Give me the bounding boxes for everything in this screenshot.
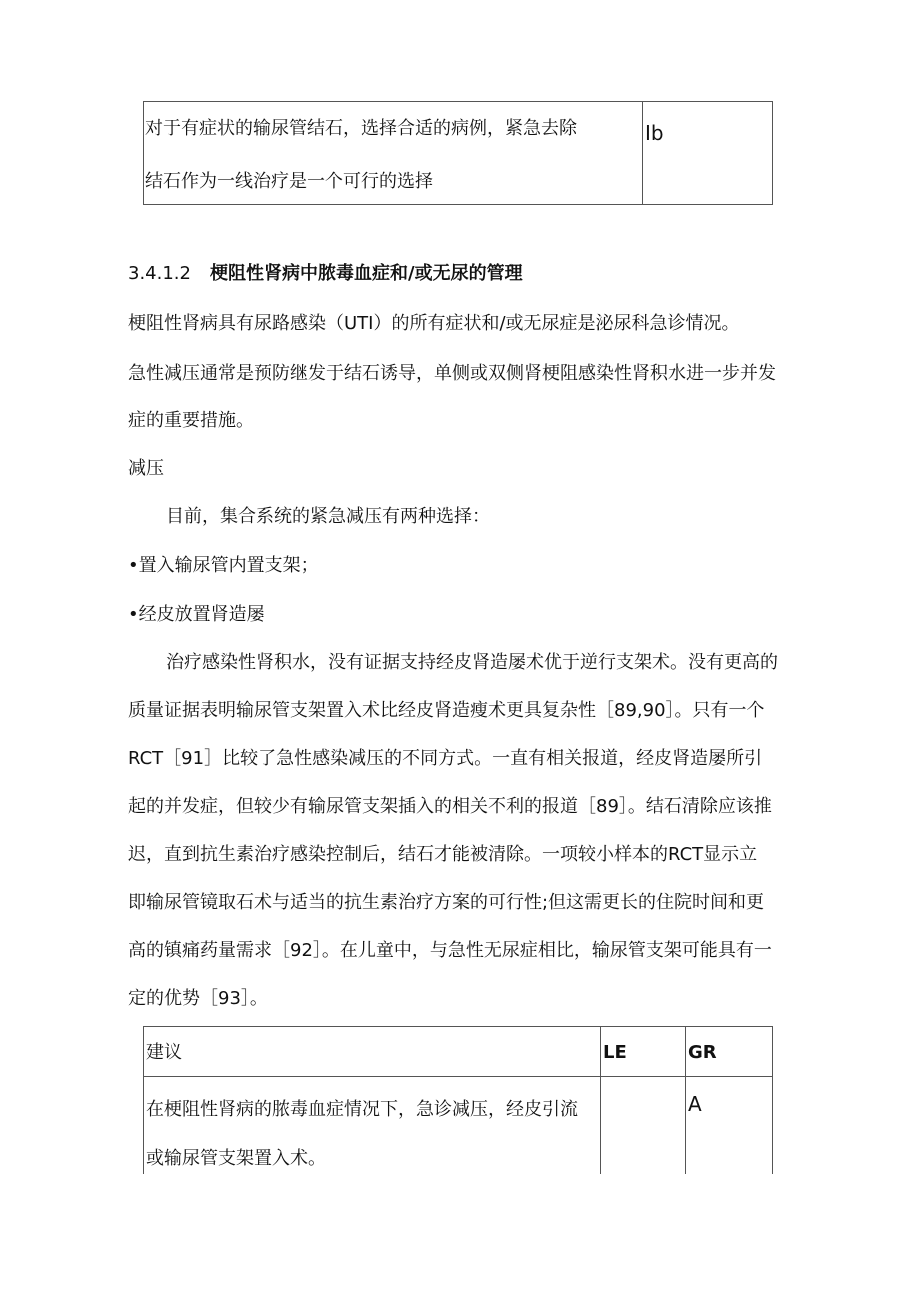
paragraph: 迟，直到抗生素治疗感染控制后，结石才能被清除。一项较小样本的RCT显示立 xyxy=(128,844,758,865)
paragraph: 起的并发症，但较少有输尿管支架插入的相关不利的报道［89］。结石清除应该推 xyxy=(128,796,772,817)
table-cell-gr: A xyxy=(688,1092,702,1116)
table-cell-recommendation: 对于有症状的输尿管结石，选择合适的病例，紧急去除 xyxy=(145,118,577,139)
paragraph: 治疗感染性肾积水，没有证据支持经皮肾造屡术优于逆行支架术。没有更高的 xyxy=(166,652,778,673)
paragraph: 定的优势［93］。 xyxy=(128,988,268,1009)
table-cell-level: Ib xyxy=(645,121,664,145)
paragraph: 急性减压通常是预防继发于结石诱导，单侧或双侧肾梗阻感染性肾积水进一步并发 xyxy=(128,363,776,384)
paragraph: 目前，集合系统的紧急减压有两种选择： xyxy=(166,506,490,527)
table-header-le: LE xyxy=(603,1042,627,1063)
table-border xyxy=(143,204,773,205)
paragraph: 高的镇痛药量需求［92］。在儿童中，与急性无尿症相比，输尿管支架可能具有一 xyxy=(128,940,772,961)
table-border xyxy=(600,1026,601,1174)
table-border xyxy=(685,1026,686,1174)
table-cell-recommendation: 或输尿管支架置入术。 xyxy=(146,1148,326,1169)
paragraph: 即输尿管镜取石术与适当的抗生素治疗方案的可行性;但这需更长的住院时间和更 xyxy=(128,892,765,913)
table-border xyxy=(143,1076,773,1077)
paragraph: 梗阻性肾病具有尿路感染（UTI）的所有症状和/或无尿症是泌尿科急诊情况。 xyxy=(128,313,740,334)
table-border xyxy=(772,1026,773,1174)
table-header-gr: GR xyxy=(688,1042,717,1063)
table-border xyxy=(642,101,643,205)
table-border xyxy=(143,1026,773,1027)
table-border xyxy=(143,101,144,205)
table-border xyxy=(143,1026,144,1174)
bullet-item: •置入输尿管内置支架； xyxy=(128,555,319,576)
table-header-recommendation: 建议 xyxy=(146,1042,182,1063)
table-border xyxy=(772,101,773,205)
table-border xyxy=(143,101,773,102)
paragraph: RCT［91］比较了急性感染减压的不同方式。一直有相关报道，经皮肾造屡所引 xyxy=(128,748,763,769)
subheading: 减压 xyxy=(128,458,164,479)
section-title: 梗阻性肾病中脓毒血症和/或无尿的管理 xyxy=(210,263,523,284)
bullet-item: •经皮放置肾造屡 xyxy=(128,604,265,625)
paragraph: 质量证据表明输尿管支架置入术比经皮肾造瘦术更具复杂性［89,90］。只有一个 xyxy=(128,700,765,721)
table-cell-recommendation: 结石作为一线治疗是一个可行的选择 xyxy=(145,171,433,192)
table-cell-recommendation: 在梗阻性肾病的脓毒血症情况下，急诊减压，经皮引流 xyxy=(146,1099,578,1120)
section-number: 3.4.1.2 xyxy=(128,263,191,284)
paragraph: 症的重要措施。 xyxy=(128,410,254,431)
